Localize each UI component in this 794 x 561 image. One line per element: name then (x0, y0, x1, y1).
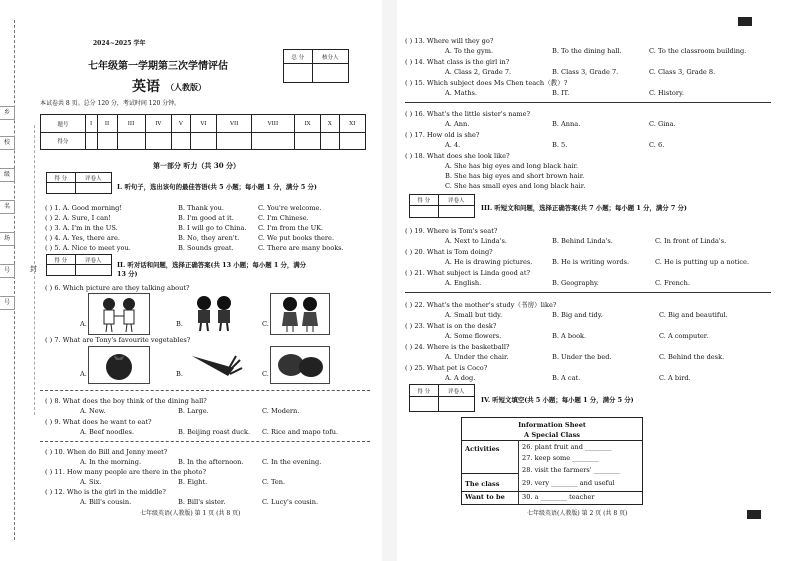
option-a: A. Maths. (445, 89, 478, 97)
exam-page-2 (397, 0, 794, 561)
table-header: VII (217, 115, 252, 133)
table-header: V (172, 115, 191, 133)
exam-page-1 (0, 0, 382, 561)
blank-26[interactable]: 26. plant fruit and ________ (522, 443, 612, 451)
option-a: A. Under the chair. (445, 353, 509, 361)
binding-line (14, 20, 15, 540)
option-b: B. Under the bed. (552, 353, 612, 361)
option-c: C. I'm from the UK. (258, 224, 324, 232)
divider (40, 441, 370, 442)
sheet-class-label: The class (465, 480, 500, 488)
option-c: C. Big and beautiful. (659, 311, 728, 319)
grader-score-label: 得 分 (47, 173, 76, 183)
total-label: 总 分 (284, 50, 313, 64)
page-footer: 七年级英语(人教版) 第 1 页 (共 8 页) (140, 510, 241, 517)
question-15: ( ) 15. Which subject does Ms Chen teach（教）? (405, 79, 568, 87)
question-21: ( ) 21. What subject is Linda good at? (405, 269, 531, 277)
option-c: C. Behind the desk. (659, 353, 725, 361)
grader-box-3 (409, 194, 475, 218)
picture-potatoes (270, 346, 330, 384)
question-13: ( ) 13. Where will they go? (405, 37, 494, 45)
question-8: ( ) 8. What does the boy think of the dining hall? (45, 397, 207, 405)
side-label: 名 (0, 200, 15, 214)
option-b: B. IT. (552, 89, 570, 97)
question-14: ( ) 14. What class is the girl in? (405, 58, 510, 66)
binding-mark: 封 (30, 265, 37, 273)
question-22: ( ) 22. What's the mother's study（书房）like? (405, 301, 557, 309)
section1-title: I. 听句子，选出该句的最佳答语(共 5 小题；每小题 1 分，满分 5 分) (117, 183, 317, 191)
option-a: A. She has big eyes and long black hair. (445, 162, 579, 170)
table-row-label: 得分 (41, 133, 86, 150)
checker-label: 核分人 (312, 50, 348, 64)
option-b: B. Class 3, Grade 7. (552, 68, 619, 76)
page-gap (382, 0, 397, 561)
side-label: 级 (0, 168, 15, 182)
option-c: C. Ten. (262, 478, 286, 486)
corner-mark (747, 510, 761, 519)
section2-title: II. 听对话和问题，选择正确答案(共 13 小题；每小题 1 分，满分 (117, 261, 307, 269)
information-sheet (461, 417, 643, 505)
edition: （人教版） (166, 82, 206, 92)
side-label: 号 (0, 296, 15, 310)
option-a: A. In the morning. (80, 458, 142, 466)
question-19: ( ) 19. Where is Tom's seat? (405, 227, 498, 235)
total-score-box (283, 49, 349, 83)
question-10: ( ) 10. When do Bill and Jenny meet? (45, 448, 168, 456)
grader-score-label: 得 分 (410, 195, 439, 206)
side-label: 场 (0, 232, 15, 246)
grader-name-label: 评卷人 (438, 385, 474, 397)
option-b: B. No, they aren't. (178, 234, 240, 242)
option-a: A. Next to Linda's. (445, 237, 507, 245)
grader-name-label: 评卷人 (438, 195, 474, 206)
question-9: ( ) 9. What does he want to eat? (45, 418, 152, 426)
option-c: C. A computer. (659, 332, 709, 340)
question-25: ( ) 25. What pet is Coco? (405, 364, 488, 372)
question-17: ( ) 17. How old is she? (405, 131, 480, 139)
option-label: C. (262, 370, 269, 378)
question-7: ( ) 7. What are Tony's favourite vegetables? (45, 336, 191, 344)
option-a: A. He is drawing pictures. (445, 258, 533, 266)
option-a: A. Ann. (445, 120, 470, 128)
table-header: IX (294, 115, 320, 133)
question-4: ( ) 4. A. Yes, there are. (45, 234, 120, 242)
divider (405, 102, 771, 103)
option-b: B. In the afternoon. (178, 458, 244, 466)
picture-two-kids-dark (184, 293, 244, 333)
question-11: ( ) 11. How many people are there in the photo? (45, 468, 207, 476)
option-a: A. 4. (445, 141, 461, 149)
option-b: B. He is writing words. (552, 258, 630, 266)
option-b: B. Bill's sister. (178, 498, 226, 506)
table-header: X (321, 115, 339, 133)
question-24: ( ) 24. Where is the basketball? (405, 343, 510, 351)
option-a: A. Small but tidy. (445, 311, 503, 319)
section2-title-cont: 13 分) (117, 270, 138, 278)
option-c: C. A bird. (659, 374, 691, 382)
question-23: ( ) 23. What is on the desk? (405, 322, 497, 330)
option-c: C. History. (649, 89, 684, 97)
option-a: A. Bill's cousin. (80, 498, 132, 506)
divider (405, 292, 771, 293)
option-c: C. French. (655, 279, 690, 287)
option-b: B. 5. (552, 141, 568, 149)
side-label: 校 (0, 136, 15, 150)
table-header: II (97, 115, 117, 133)
table-header: I (85, 115, 97, 133)
table-header: 题号 (41, 115, 86, 133)
school-year: 2024~2025 学年 (93, 40, 146, 47)
option-c: C. 6. (649, 141, 665, 149)
option-c: C. In the evening. (262, 458, 322, 466)
option-label: B. (176, 320, 183, 328)
grader-score-label: 得 分 (410, 385, 439, 397)
section4-title: IV. 听短文填空(共 5 小题；每小题 1 分，满分 5 分) (481, 396, 634, 404)
question-20: ( ) 20. What is Tom doing? (405, 248, 493, 256)
option-c: C. To the classroom building. (649, 47, 747, 55)
option-a: A. Six. (80, 478, 102, 486)
option-c: C. There are many books. (258, 244, 344, 252)
score-table (40, 114, 366, 150)
option-b: B. Eight. (178, 478, 208, 486)
grader-score-label: 得 分 (47, 255, 76, 265)
option-a: A. Some flowers. (445, 332, 502, 340)
option-b: B. Geography. (552, 279, 599, 287)
option-c: C. She has small eyes and long black hair. (445, 182, 586, 190)
option-b: B. Big and tidy. (552, 311, 603, 319)
option-a: A. To the gym. (445, 47, 494, 55)
option-label: A. (80, 370, 87, 378)
option-a: A. Beef noodles. (80, 428, 135, 436)
sheet-activities-label: Activities (465, 445, 500, 453)
picture-tomato (88, 346, 150, 384)
sheet-subtitle: A Special Class (523, 431, 581, 439)
side-label: 乡 (0, 106, 15, 120)
option-b: B. Large. (178, 407, 209, 415)
option-c: C. You're welcome. (258, 204, 322, 212)
option-c: C. I'm Chinese. (258, 214, 309, 222)
option-c: C. Gina. (649, 120, 676, 128)
option-b: B. A book. (552, 332, 587, 340)
page-footer: 七年级英语(人教版) 第 2 页 (共 8 页) (527, 510, 628, 517)
option-b: B. I'm good at it. (178, 214, 234, 222)
table-header: VI (190, 115, 217, 133)
question-3: ( ) 3. A. I'm in the US. (45, 224, 118, 232)
option-c: C. Modern. (262, 407, 300, 415)
grader-name-label: 评卷人 (75, 255, 111, 265)
blank-28[interactable]: 28. visit the farmers' ________ (522, 466, 621, 474)
option-c: C. In front of Linda's. (655, 237, 727, 245)
table-header: IV (145, 115, 172, 133)
binding-line-2 (34, 125, 35, 415)
option-b: B. Thank you. (178, 204, 224, 212)
grader-box-2 (46, 254, 112, 276)
blank-29[interactable]: 29. very ________ and useful (522, 479, 615, 487)
question-6: ( ) 6. Which picture are they talking about? (45, 284, 190, 292)
option-b: B. I will go to China. (178, 224, 247, 232)
sheet-want-label: Want to be (465, 493, 505, 501)
sheet-title: Information Sheet (518, 421, 586, 429)
question-16: ( ) 16. What's the little sister's name? (405, 110, 531, 118)
divider (40, 390, 370, 391)
option-a: A. English. (445, 279, 482, 287)
option-b: B. Sounds great. (178, 244, 234, 252)
option-label: B. (176, 370, 183, 378)
option-a: A. New. (80, 407, 106, 415)
blank-27[interactable]: 27. keep some ________ (522, 454, 599, 462)
option-b: B. Behind Linda's. (552, 237, 613, 245)
picture-two-girls (270, 293, 330, 335)
option-a: A. Class 2, Grade 7. (445, 68, 512, 76)
question-5: ( ) 5. A. Nice to meet you. (45, 244, 131, 252)
picture-carrot (184, 346, 244, 382)
question-1: ( ) 1. A. Good morning! (45, 204, 123, 212)
side-label: 号 (0, 264, 15, 278)
picture-two-kids (88, 293, 150, 335)
exam-notice: 本试卷共 8 页。总分 120 分，考试时间 120 分钟。 (40, 100, 181, 107)
option-b: B. To the dining hall. (552, 47, 622, 55)
corner-mark (738, 17, 752, 26)
option-b: B. Anna. (552, 120, 581, 128)
part1-title: 第一部分 听力（共 30 分） (153, 161, 241, 170)
grader-box-4 (409, 384, 475, 412)
section3-title: III. 听短文和问题，选择正确答案(共 7 小题；每小题 1 分，满分 7 分) (481, 204, 687, 212)
grader-name-label: 评卷人 (75, 173, 111, 183)
grader-box-1 (46, 172, 112, 194)
subject-title: 英语 (132, 79, 160, 95)
question-12: ( ) 12. Who is the girl in the middle? (45, 488, 166, 496)
option-label: C. (262, 320, 269, 328)
option-b: B. Beijing roast duck. (178, 428, 251, 436)
option-b: B. A cat. (552, 374, 581, 382)
option-c: C. Class 3, Grade 8. (649, 68, 716, 76)
option-a: A. A dog. (445, 374, 476, 382)
table-header: III (117, 115, 145, 133)
option-b: B. She has big eyes and short brown hair. (445, 172, 585, 180)
option-c: C. We put books there. (258, 234, 335, 242)
option-label: A. (80, 320, 87, 328)
table-header: VIII (252, 115, 295, 133)
option-c: C. Lucy's cousin. (262, 498, 319, 506)
table-header: XI (339, 115, 365, 133)
option-c: C. He is putting up a notice. (655, 258, 750, 266)
question-18: ( ) 18. What does she look like? (405, 152, 510, 160)
blank-30[interactable]: 30. a ________ teacher (522, 493, 595, 501)
exam-title: 七年级第一学期第三次学情评估 (88, 61, 228, 72)
question-2: ( ) 2. A. Sure, I can! (45, 214, 111, 222)
option-c: C. Rice and mapo tofu. (262, 428, 339, 436)
